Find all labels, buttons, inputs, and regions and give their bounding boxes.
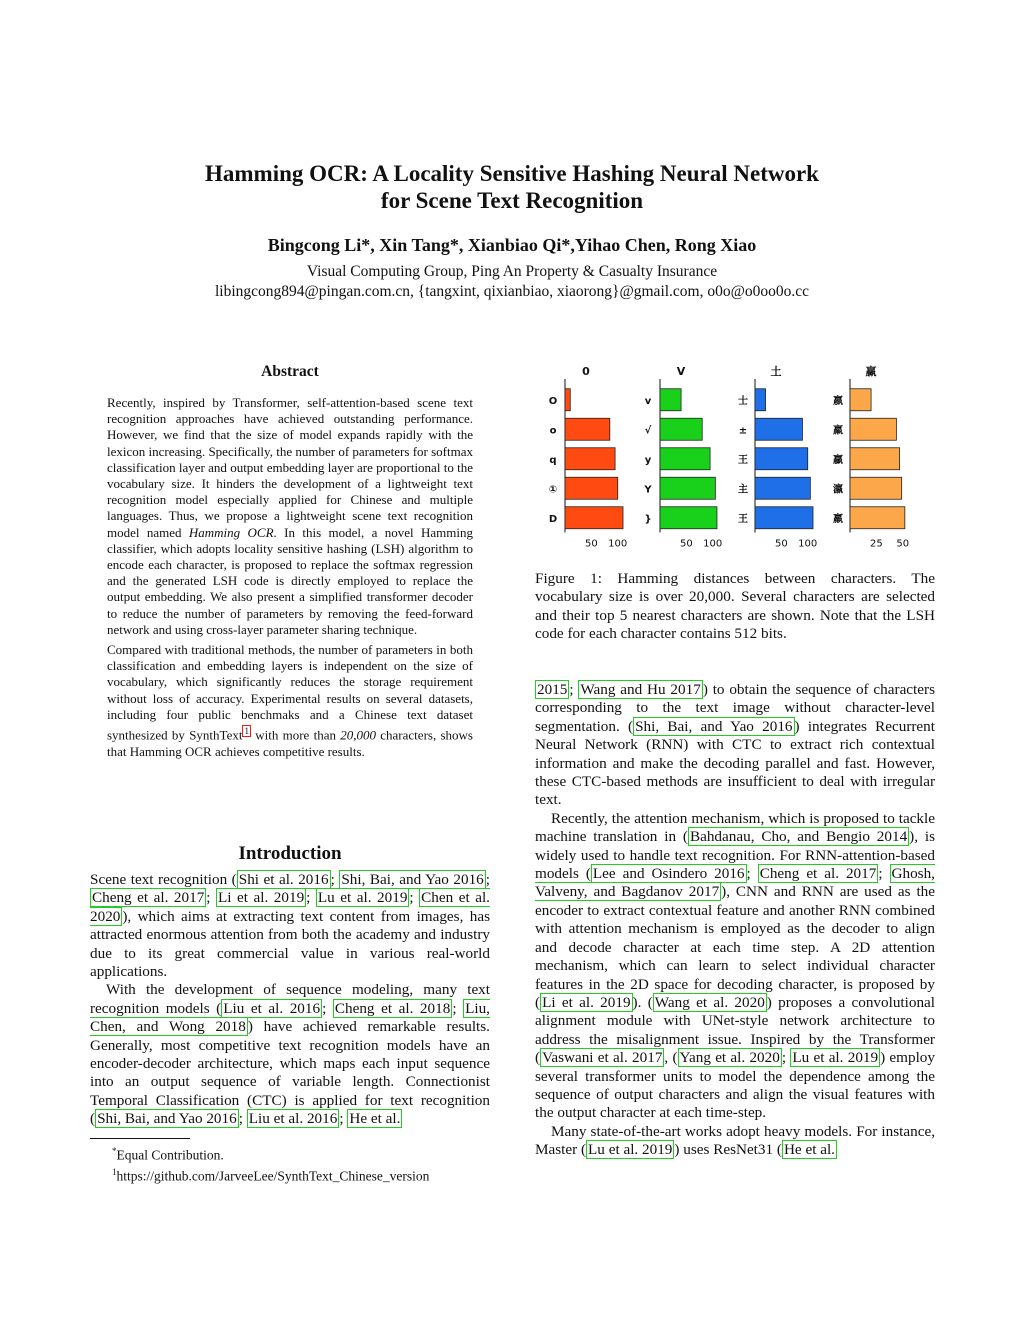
citation-link[interactable]: Lu et al. 2019 <box>588 1141 673 1159</box>
text: ) to obtain the sequence of characters corresponding to the text image without character-level segmentation. ( <box>535 681 935 735</box>
citation-link[interactable]: Li et al. 2019 <box>542 993 631 1011</box>
footnotes <box>112 1143 429 1184</box>
footnote-rule <box>90 1138 190 1139</box>
affiliation: Visual Computing Group, Ping An Property & Casualty Insurance <box>306 263 718 280</box>
citation-link[interactable]: Bahdanau, Cho, and Bengio 2014 <box>689 828 908 846</box>
text: Scene text recognition ( <box>90 871 237 888</box>
citation-link[interactable]: Shi, Bai, and Yao 2016 <box>635 717 793 735</box>
text: ) proposes a convolutional alignment module with UNet-style network architecture to address the misalignment issue. Inspired by the Transformer ( <box>535 993 935 1067</box>
text: ), is widely used to handle text recognition. For RNN-attention-based models ( <box>535 828 935 883</box>
panel-title: V <box>676 365 686 378</box>
category-label: } <box>644 513 652 525</box>
title-line-1: Hamming OCR: A Locality Sensitive Hashing Neural Network <box>205 161 819 186</box>
abstract-p1-text: Recently, inspired by Transformer, self-attention-based scene text recognition approaches have achieved outstanding performance. However, we find that the size of model expands rapidly with the lexicon increasing. Specifically, the number of parameters for softmax classification layer and output embedding layer are proportional to the vocabulary size. It hinders the development of a lightweight text recognition model especially applied for Chinese and multiple languages. Thus, we propose a lightweight scene text recognition model named <box>107 395 473 540</box>
category-label: 王 <box>738 454 748 466</box>
text: ) uses ResNet31 ( <box>674 1141 782 1159</box>
citation-link[interactable]: Cheng et al. 2017 <box>92 889 205 907</box>
bar <box>660 389 681 411</box>
bar <box>565 418 610 440</box>
category-label: D <box>548 513 558 525</box>
bar <box>755 389 766 411</box>
bar <box>660 418 702 440</box>
category-label: √ <box>644 425 652 437</box>
citation-link[interactable]: Shi et al. 2016 <box>238 871 329 888</box>
citation-link[interactable]: Lu et al. 2019 <box>792 1049 879 1067</box>
category-label: 贏 <box>833 454 843 466</box>
panel-title: 土 <box>770 365 782 378</box>
citation-link[interactable]: Wang and Hu 2017 <box>580 681 701 698</box>
citation-link[interactable]: He et al. <box>349 1110 401 1128</box>
paper-title <box>0 160 1024 214</box>
footnote-ref-link[interactable]: 1 <box>244 726 249 737</box>
citation-link[interactable]: Cheng et al. 2018 <box>334 999 451 1017</box>
char-count: 20,000 <box>340 727 376 743</box>
right-paragraph-1: 2015 ; Wang and Hu 2017 ) to obtain the sequence of characters corresponding to the text image without character-level segmentation. ( Shi, Bai, and Yao 2016 ) integrates Recurrent Neural Network (RNN) with CTC to extract rich contextual information and make the decoding parallel and fast. However, these CTC-based methods are insufficient to deal with irregular text. <box>535 681 935 809</box>
text: ), which aims at extracting text content from images, has attracted enormous attention from both the academy and industry due to its great commercial value in various real-world applications. <box>90 907 490 981</box>
abstract-paragraph-2 <box>107 642 473 760</box>
citation-link[interactable]: Li et al. 2019 <box>218 889 305 907</box>
text: ) integrates Recurrent Neural Network (RNN) with CTC to extract rich contextual information and make the decoding parallel and fast. However, these CTC-based methods are insufficient to deal with irregular text. <box>535 717 935 809</box>
intro-paragraph-2: With the development of sequence modeling, many text recognition models ( Liu et al. 2016 ; Cheng et al. 2018 ; Liu, Chen, and Wong 2018 ) have achieved remarkable results. Generally, most competitive text recognition models have an encoder-decoder architecture, which maps each input sequence into an output sequence of variable length. Connectionist Temporal Classification (CTC) is applied for text recognition ( Shi, Bai, and Yao 2016 ; Liu et al. 2016 ; He et al. <box>90 981 490 1128</box>
footnote-text[interactable]: https://github.com/JarveeLee/SynthText_Chinese_version <box>116 1168 430 1183</box>
bar <box>660 507 717 529</box>
right-paragraph-3 <box>535 1123 935 1160</box>
panel-title: 0 <box>582 365 590 378</box>
category-label: 羸 <box>833 513 843 525</box>
abstract-heading: Abstract <box>261 363 319 380</box>
abstract-p2-text: Compared with traditional methods, the number of parameters in both classification and embedding layers is independent on the size of vocabulary, which significantly reduces the storage requirement without loss of accuracy. Experimental results on several datasets, including four public benchmaks and a Chinese text dataset synthesized by SynthText <box>107 642 473 743</box>
citation-link[interactable]: Liu, Chen, and Wong 2018 <box>90 999 490 1036</box>
bar <box>850 477 902 499</box>
category-label: 王 <box>738 513 748 525</box>
abstract-paragraph-1 <box>107 395 473 638</box>
footnote-url <box>112 1164 429 1185</box>
bar <box>565 507 623 529</box>
citation-link[interactable]: Liu et al. 2016 <box>248 1110 338 1128</box>
figure-1-chart <box>535 355 935 555</box>
citation-link[interactable]: Shi, Bai, and Yao 2016 <box>97 1110 237 1128</box>
category-label: 羸 <box>833 425 843 437</box>
bar <box>850 418 896 440</box>
citation-link[interactable]: Lu et al. 2019 <box>317 889 408 907</box>
bar <box>565 448 615 470</box>
x-tick-label: 100 <box>608 538 628 550</box>
x-tick-label: 50 <box>679 538 693 550</box>
x-tick-label: 25 <box>869 538 883 550</box>
panel-title: 赢 <box>865 365 877 378</box>
category-label: Y <box>644 484 652 496</box>
x-tick-label: 50 <box>584 538 598 550</box>
category-label: 士 <box>738 395 748 407</box>
bar <box>565 477 618 499</box>
text: Recently, the attention mechanism, which is proposed to tackle machine translation in ( <box>535 809 935 846</box>
citation-link[interactable]: Wang et al. 2020 <box>654 993 765 1011</box>
citation-link[interactable]: 2015 <box>537 681 568 698</box>
x-tick-label: 100 <box>703 538 723 550</box>
x-tick-label: 100 <box>798 538 818 550</box>
category-label: O <box>548 395 558 407</box>
category-label: v <box>644 395 652 407</box>
citation-link[interactable]: Shi, Bai, and Yao 2016 <box>341 871 484 888</box>
text: ) have achieved remarkable results. Generally, most competitive text recognition models have an encoder-decoder architecture, which maps each input sequence into an output sequence of variable length. Connectionist Temporal Classification (CTC) is applied for text recognition ( <box>90 1018 490 1128</box>
right-column-body <box>535 681 935 1160</box>
x-tick-label: 50 <box>896 538 910 550</box>
abstract-p2-mid: with more than <box>250 727 341 743</box>
figure-1-caption: Figure 1: Hamming distances between characters. The vocabulary size is over 20,000. Several characters are selected and their top 5 nearest characters are shown. Note that the LSH code for each character contains 512 bits. <box>535 570 935 643</box>
intro-paragraph-1: Scene text recognition ( Shi et al. 2016 ; Shi, Bai, and Yao 2016 ; Cheng et al. 2017 ; Li et al. 2019 ; Lu et al. 2019 ; Chen et al. 2020 ), which aims at extracting text content from images, has attracted enormous attention from both the academy and industry due to its great commercial value in various real-world applications. <box>90 871 490 981</box>
citation-link[interactable]: Ghosh, Valveny, and Bagdanov 2017 <box>535 865 935 901</box>
citation-link[interactable]: Lee and Osindero 2016 <box>592 865 745 883</box>
right-paragraph-2: Recently, the attention mechanism, which is proposed to tackle machine translation in ( Bahdanau, Cho, and Bengio 2014 ), is widely used to handle text recognition. For RNN-attention-based models ( Lee and Osindero 2016 ; Cheng et al. 2017 ; Ghosh, Valveny, and Bagdanov 2017 ), CNN and RNN are used as the encoder to extract contextual feature and another RNN combined with attention mechanism is employed as the decoder to align and decode character at each time step. A 2D attention mechanism, which can learn to select individual character features in the 2D space for decoding character, is proposed by ( Li et al. 2019 ). ( Wang et al. 2020 ) proposes a convolutional alignment module with UNet-style network architecture to address the misalignment issue. Inspired by the Transformer ( Vaswani et al. 2017 , ( Yang et al. 2020 ; Lu et al. 2019 ) employ several transformer units to model the dependence among the sequence of output characters and align the visual features with the output character at each time-step. <box>535 809 935 1122</box>
bar <box>660 448 710 470</box>
x-tick-label: 50 <box>774 538 788 550</box>
model-name: Hamming OCR <box>188 524 274 540</box>
text: With the development of sequence modeling, many text recognition models ( <box>90 981 490 1017</box>
category-label: q <box>549 454 557 466</box>
bar <box>755 448 808 470</box>
text: ), CNN and RNN are used as the encoder to extract contextual feature and another RNN combined with attention mechanism is employed as the decoder to align and decode character at each time step. A 2D attention mechanism, which can learn to select individual character features in the 2D space for decoding character, is proposed by ( <box>535 883 935 1011</box>
bar <box>755 418 802 440</box>
category-label: y <box>644 454 652 466</box>
bar <box>565 389 570 411</box>
category-label: o <box>549 425 557 437</box>
text: ) employ several transformer units to model the dependence among the sequence of output characters and align the visual features with the output character at each time-step. <box>535 1049 935 1122</box>
category-label: 瀛 <box>833 484 843 496</box>
footnote-mark: 1 <box>112 1166 117 1177</box>
citation-link[interactable]: He et al. <box>783 1141 835 1159</box>
footnote-mark: * <box>112 1146 117 1156</box>
citation-link[interactable]: Liu et al. 2016 <box>223 999 321 1017</box>
bar <box>850 389 871 411</box>
citation-link[interactable]: Yang et al. 2020 <box>679 1049 780 1067</box>
abstract-body <box>107 395 473 764</box>
emails: libingcong894@pingan.com.cn, {tangxint, qixianbiao, xiaorong}@gmail.com, o0o@o0oo0o.cc <box>214 283 810 300</box>
affiliation-block <box>0 262 1024 302</box>
introduction-heading: Introduction <box>238 843 342 864</box>
bar <box>755 477 810 499</box>
text: Many state-of-the-art works adopt heavy models. For instance, Master ( <box>535 1122 935 1159</box>
bar <box>755 507 813 529</box>
category-label: ① <box>548 484 558 496</box>
abstract-p1-rest: . In this model, a novel Hamming classifier, which adopts locality sensitive hashing (LSH) algorithm to encode each character, is proposed to replace the softmax regression and the generated LSH code is directly employed to replace the output embedding. We also present a simplified transformer decoder to reduce the number of parameters by removing the feed-forward network and using cross-layer parameter sharing technique. <box>107 524 473 637</box>
citation-link[interactable]: Chen et al. 2020 <box>90 889 490 925</box>
abstract-p2-end: characters, shows that Hamming OCR achieves competitive results. <box>107 727 473 759</box>
text: ). ( <box>632 993 653 1011</box>
bar <box>850 507 905 529</box>
citation-link[interactable]: Vaswani et al. 2017 <box>542 1049 663 1067</box>
introduction-body <box>90 871 490 1129</box>
title-line-2: for Scene Text Recognition <box>380 188 644 213</box>
category-label: 主 <box>738 484 748 496</box>
category-label: 嬴 <box>833 395 843 407</box>
bar <box>660 477 715 499</box>
authors: Bingcong Li*, Xin Tang*, Xianbiao Qi*,Yihao Chen, Rong Xiao <box>267 235 757 255</box>
footnote-text: Equal Contribution. <box>116 1147 224 1163</box>
citation-link[interactable]: Cheng et al. 2017 <box>759 865 877 883</box>
category-label: ± <box>738 425 748 437</box>
footnote-equal-contribution <box>112 1143 429 1164</box>
bar <box>850 448 900 470</box>
